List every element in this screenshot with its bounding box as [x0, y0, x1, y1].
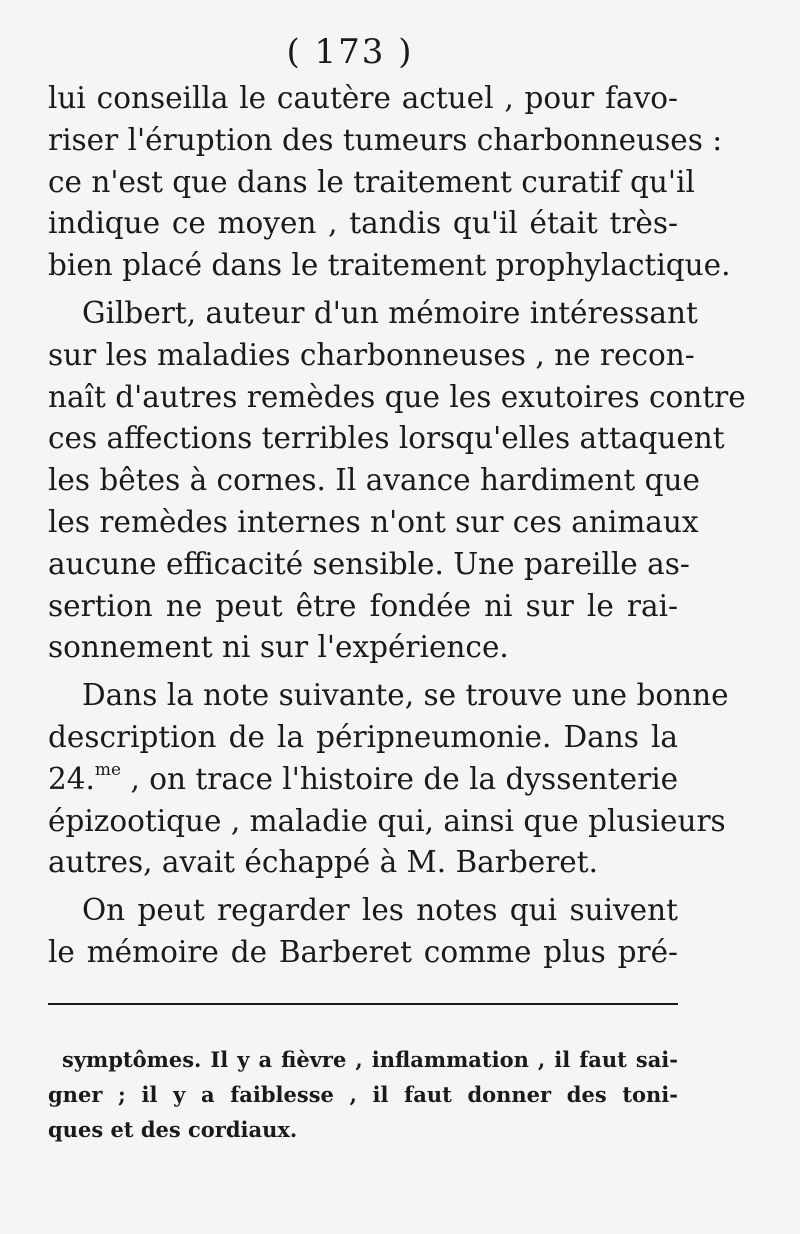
ordinal-line-rest: , on trace l'histoire de la dyssenterie	[121, 761, 679, 796]
main-text	[48, 78, 746, 974]
footnote-line: gner ; il y a faiblesse , il faut donner des toni-	[48, 1082, 678, 1107]
text-line: autres, avait échappé à M. Barberet.	[48, 845, 598, 880]
text-line: description de la péripneumonie. Dans la	[48, 719, 678, 754]
text-line: sertion ne peut être fondée ni sur le rai-	[48, 588, 678, 623]
paragraph-2	[48, 293, 746, 669]
text-line: les remèdes internes n'ont sur ces animaux	[48, 504, 699, 539]
footnote-separator-rule	[48, 1003, 678, 1005]
text-line: le mémoire de Barberet comme plus pré-	[48, 934, 678, 969]
text-line: sonnement ni sur l'expérience.	[48, 630, 509, 665]
paragraph-3	[48, 675, 729, 884]
text-line: riser l'éruption des tumeurs charbonneuses :	[48, 122, 723, 157]
text-line: sur les maladies charbonneuses , ne recon-	[48, 337, 695, 372]
paragraph-1	[48, 78, 731, 287]
text-line: bien placé dans le traitement prophylactique.	[48, 248, 731, 283]
text-line: naît d'autres remèdes que les exutoires contre	[48, 379, 746, 414]
text-line: Gilbert, auteur d'un mémoire intéressant	[82, 295, 698, 330]
text-line: lui conseilla le cautère actuel , pour favo-	[48, 81, 678, 115]
paragraph-4	[48, 890, 678, 974]
footnote-line: ques et des cordiaux.	[48, 1117, 298, 1142]
text-line: ce n'est que dans le traitement curatif qu'il	[48, 164, 695, 199]
text-line: épizootique , maladie qui, ainsi que plusieurs	[48, 803, 726, 838]
text-line: On peut regarder les notes qui suivent	[82, 893, 678, 928]
text-line: aucune efficacité sensible. Une pareille as-	[48, 546, 690, 581]
ordinal-superscript: me	[94, 759, 122, 780]
footnote-line: symptômes. Il y a fièvre , inflammation , il faut sai-	[62, 1047, 678, 1072]
page-number: ( 173 )	[286, 32, 414, 72]
text-line: ces affections terribles lorsqu'elles attaquent	[48, 421, 725, 456]
text-line: les bêtes à cornes. Il avance hardiment que	[48, 463, 700, 498]
text-line: indique ce moyen , tandis qu'il était très-	[48, 206, 678, 241]
ordinal-number: 24.	[48, 761, 95, 796]
footnote	[48, 1042, 678, 1147]
text-line: Dans la note suivante, se trouve une bonne	[82, 678, 729, 713]
text-line-with-ordinal	[48, 759, 678, 801]
